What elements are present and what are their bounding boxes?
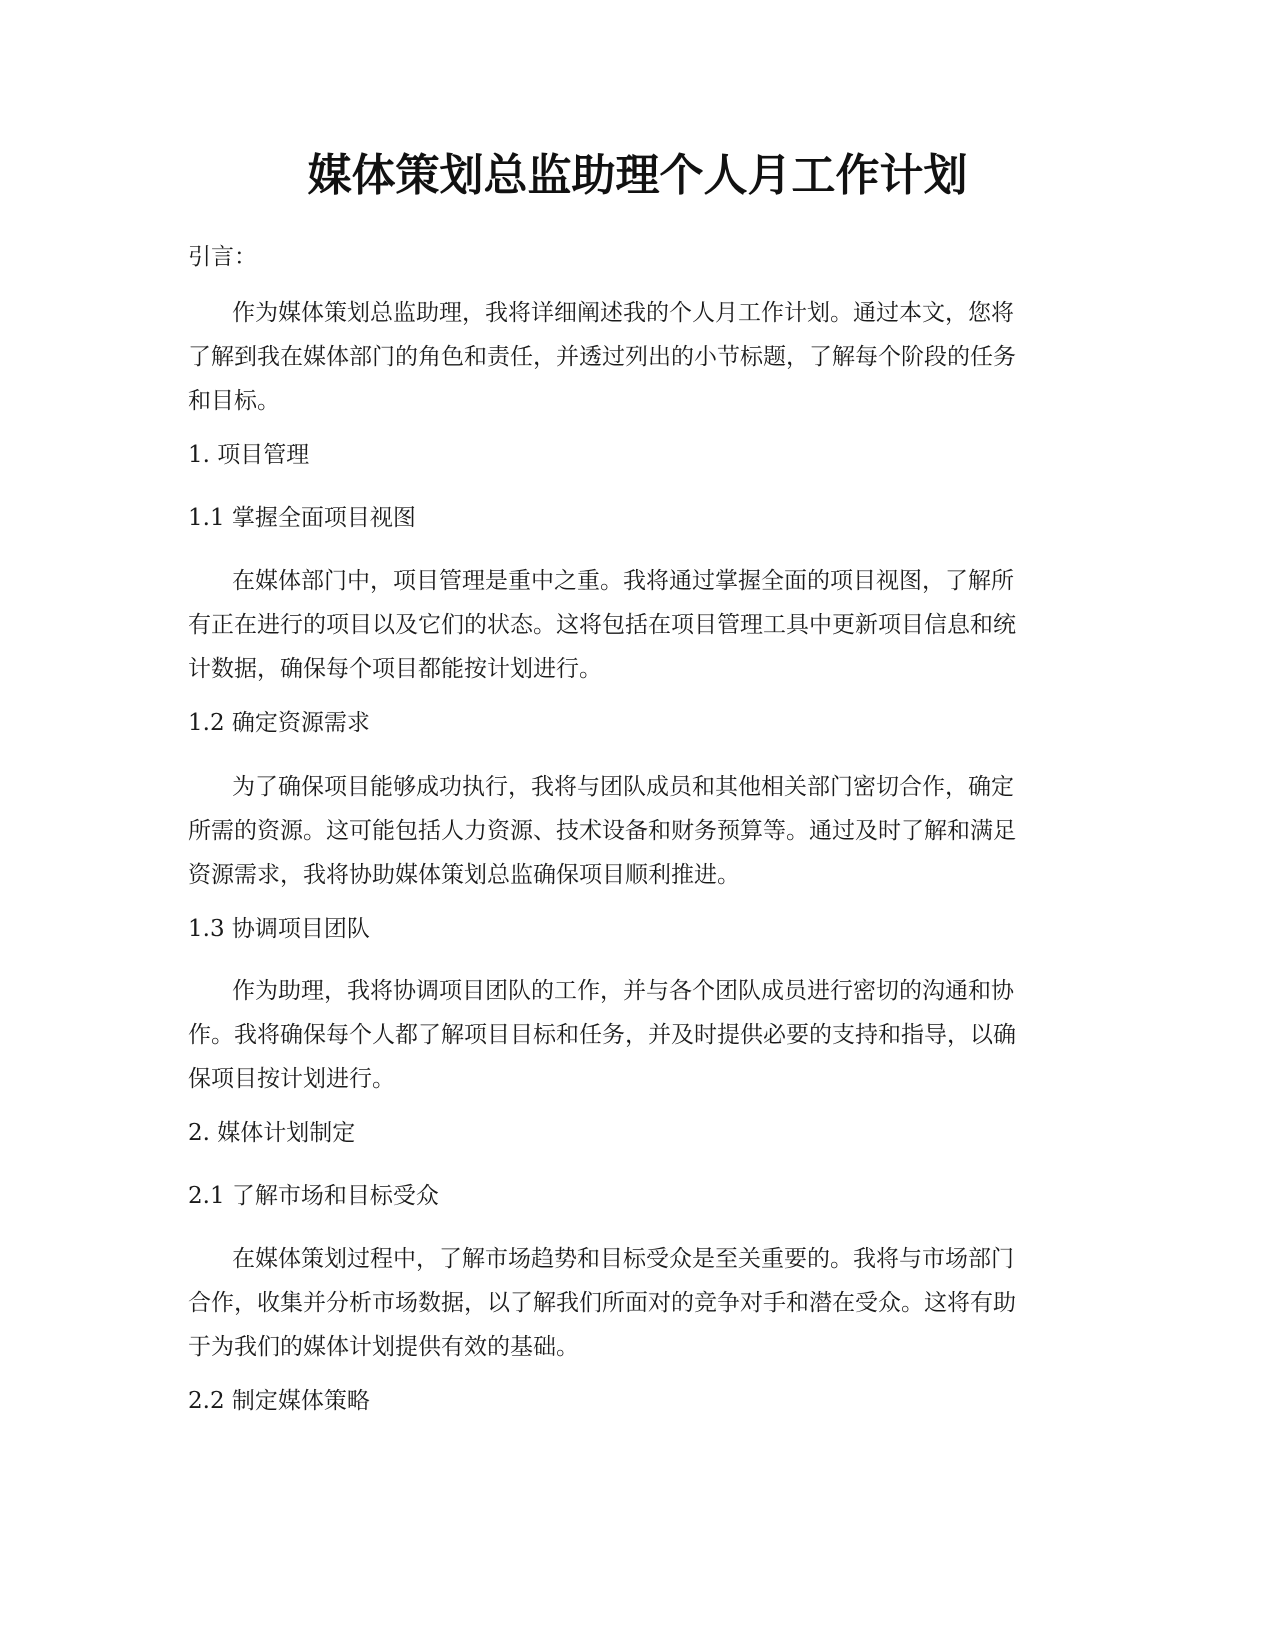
section-heading-2: 2. 媒体计划制定 (188, 1120, 356, 1146)
paragraph-line: 保项目按计划进行。 (188, 1066, 395, 1092)
paragraph-line: 在媒体策划过程中，了解市场趋势和目标受众是至关重要的。我将与市场部门 (232, 1246, 1014, 1272)
paragraph-line: 作为媒体策划总监助理，我将详细阐述我的个人月工作计划。通过本文，您将 (232, 300, 1014, 326)
subsection-heading-1-2: 1.2 确定资源需求 (188, 710, 370, 736)
subsection-heading-2-1: 2.1 了解市场和目标受众 (188, 1183, 439, 1209)
intro-paragraph (188, 291, 1088, 423)
paragraph-line: 了解到我在媒体部门的角色和责任，并透过列出的小节标题，了解每个阶段的任务 (188, 344, 1016, 370)
paragraph-2-1 (188, 1237, 1088, 1369)
paragraph-1-1 (188, 559, 1088, 691)
intro-label: 引言： (188, 244, 257, 270)
section-heading-1: 1. 项目管理 (188, 442, 310, 468)
paragraph-line: 有正在进行的项目以及它们的状态。这将包括在项目管理工具中更新项目信息和统 (188, 612, 1016, 638)
paragraph-line: 于为我们的媒体计划提供有效的基础。 (188, 1334, 579, 1360)
paragraph-line: 计数据，确保每个项目都能按计划进行。 (188, 656, 602, 682)
paragraph-line: 所需的资源。这可能包括人力资源、技术设备和财务预算等。通过及时了解和满足 (188, 818, 1016, 844)
paragraph-1-2 (188, 765, 1088, 897)
subsection-heading-1-1: 1.1 掌握全面项目视图 (188, 505, 416, 531)
paragraph-line: 和目标。 (188, 388, 280, 414)
paragraph-1-3 (188, 969, 1088, 1101)
subsection-heading-2-2: 2.2 制定媒体策略 (188, 1388, 370, 1414)
paragraph-line: 为了确保项目能够成功执行，我将与团队成员和其他相关部门密切合作，确定 (232, 774, 1014, 800)
subsection-heading-1-3: 1.3 协调项目团队 (188, 916, 370, 942)
document-title: 媒体策划总监助理个人月工作计划 (307, 150, 968, 201)
paragraph-line: 作。我将确保每个人都了解项目目标和任务，并及时提供必要的支持和指导，以确 (188, 1022, 1016, 1048)
paragraph-line: 资源需求，我将协助媒体策划总监确保项目顺利推进。 (188, 862, 740, 888)
paragraph-line: 作为助理，我将协调项目团队的工作，并与各个团队成员进行密切的沟通和协 (232, 978, 1014, 1004)
paragraph-line: 在媒体部门中，项目管理是重中之重。我将通过掌握全面的项目视图，了解所 (232, 568, 1014, 594)
paragraph-line: 合作，收集并分析市场数据，以了解我们所面对的竞争对手和潜在受众。这将有助 (188, 1290, 1016, 1316)
